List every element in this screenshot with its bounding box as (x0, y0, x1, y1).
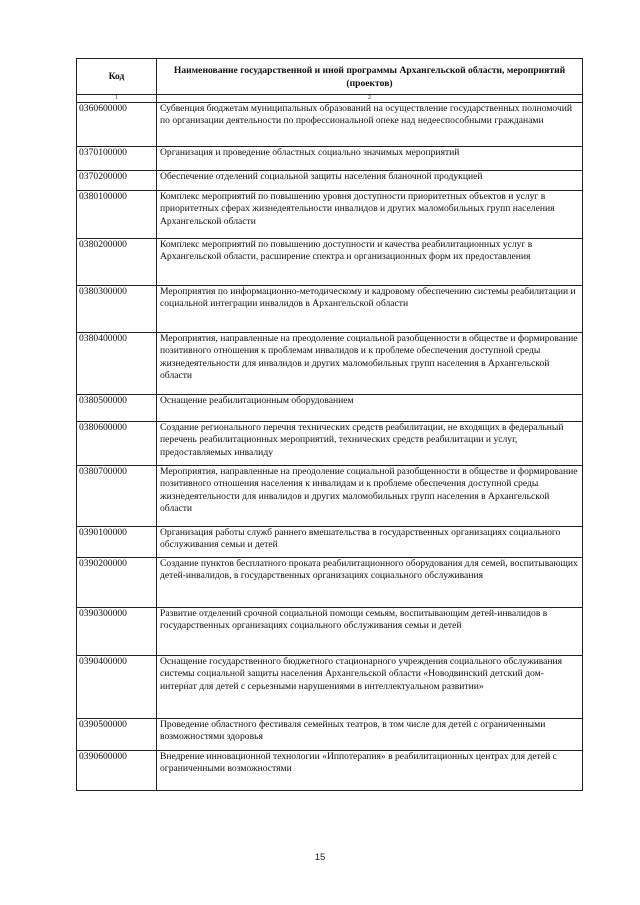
table-row (77, 751, 583, 791)
row-name: Комплекс мероприятий по повышению уровня доступности приоритетных объектов и услуг в приоритетных сферах жизнедеятельности инвалидов и других маломобильных групп населения Архангельской области (157, 191, 583, 239)
row-code: 0370100000 (77, 147, 157, 171)
row-code: 0370200000 (77, 171, 157, 191)
header-code: Код (77, 59, 157, 95)
table-row (77, 333, 583, 395)
row-name: Организация работы служб раннего вмешательства в государственных организациях социального обслуживания семьи и детей (157, 527, 583, 558)
table-row (77, 103, 583, 147)
table-row (77, 395, 583, 422)
row-name: Мероприятия, направленные на преодоление социальной разобщенности в обществе и формирование позитивного отношения к проблемам инвалидов и к проблеме обеспечения доступной среды жизнедеятельности для инвалидов и других маломобильных групп населения в Архангельской области (157, 333, 583, 395)
row-code: 0380200000 (77, 239, 157, 286)
row-code: 0390600000 (77, 751, 157, 791)
row-code: 0390300000 (77, 608, 157, 656)
row-code: 0390400000 (77, 656, 157, 719)
table-row (77, 608, 583, 656)
row-code: 0380100000 (77, 191, 157, 239)
table-row (77, 558, 583, 608)
table-row (77, 656, 583, 719)
table-row (77, 171, 583, 191)
table-row (77, 719, 583, 751)
table-row (77, 286, 583, 333)
row-code: 0390500000 (77, 719, 157, 751)
row-code: 0380700000 (77, 466, 157, 527)
table-row (77, 466, 583, 527)
row-name: Организация и проведение областных социально значимых мероприятий (157, 147, 583, 171)
row-name: Развитие отделений срочной социальной помощи семьям, воспитывающим детей-инвалидов в государственных организациях социального обслуживания семьи и детей (157, 608, 583, 656)
row-code: 0390100000 (77, 527, 157, 558)
row-name: Оснащение государственного бюджетного стационарного учреждения социального обслуживания системы социальной защиты населения Архангельской области «Новодвинский детский дом-интернат для детей с серьезными нарушениями в интеллектуальном развитии» (157, 656, 583, 719)
row-code: 0380500000 (77, 395, 157, 422)
page-number: 15 (314, 852, 326, 863)
row-code: 0380400000 (77, 333, 157, 395)
table-row (77, 147, 583, 171)
table-row (77, 422, 583, 466)
header-name: Наименование государственной и иной программы Архангельской области, мероприятий (проектов) (157, 59, 583, 95)
row-code: 0380600000 (77, 422, 157, 466)
column-number-code: 1 (77, 95, 157, 103)
row-name: Оснащение реабилитационным оборудованием (157, 395, 583, 422)
row-code: 0390200000 (77, 558, 157, 608)
row-code: 0360600000 (77, 103, 157, 147)
row-name: Комплекс мероприятий по повышению доступности и качества реабилитационных услуг в Архангельской области, расширение спектра и организационных форм их предоставления (157, 239, 583, 286)
table-row (77, 191, 583, 239)
row-name: Мероприятия по информационно-методическому и кадровому обеспечению системы реабилитации и социальной интеграции инвалидов в Архангельской области (157, 286, 583, 333)
table-row (77, 527, 583, 558)
row-name: Внедрение инновационной технологии «Иппотерапия» в реабилитационных центрах для детей с ограниченными возможностями (157, 751, 583, 791)
row-name: Создание пунктов бесплатного проката реабилитационного оборудования для семей, воспитывающих детей-инвалидов, в государственных организациях социального обслуживания (157, 558, 583, 608)
row-name: Субвенция бюджетам муниципальных образований на осуществление государственных полномочий по организации деятельности по профессиональной опеке над недееспособными гражданами (157, 103, 583, 147)
column-number-row (77, 95, 583, 103)
table-row (77, 239, 583, 286)
row-code: 0380300000 (77, 286, 157, 333)
row-name: Проведение областного фестиваля семейных театров, в том числе для детей с ограниченными возможностями здоровья (157, 719, 583, 751)
row-name: Мероприятия, направленные на преодоление социальной разобщенности в обществе и формирование позитивного отношения населения к инвалидам и к проблеме обеспечения доступной среды жизнедеятельности для инвалидов и других маломобильных групп населения в Архангельской области (157, 466, 583, 527)
table-header-row (77, 59, 583, 95)
program-codes-table (76, 58, 583, 791)
column-number-name: 2 (157, 95, 583, 103)
row-name: Создание регионального перечня технических средств реабилитации, не входящих в федеральный перечень реабилитационных мероприятий, технических средств реабилитации и услуг, предоставляемых инвалиду (157, 422, 583, 466)
row-name: Обеспечение отделений социальной защиты населения бланочной продукцией (157, 171, 583, 191)
